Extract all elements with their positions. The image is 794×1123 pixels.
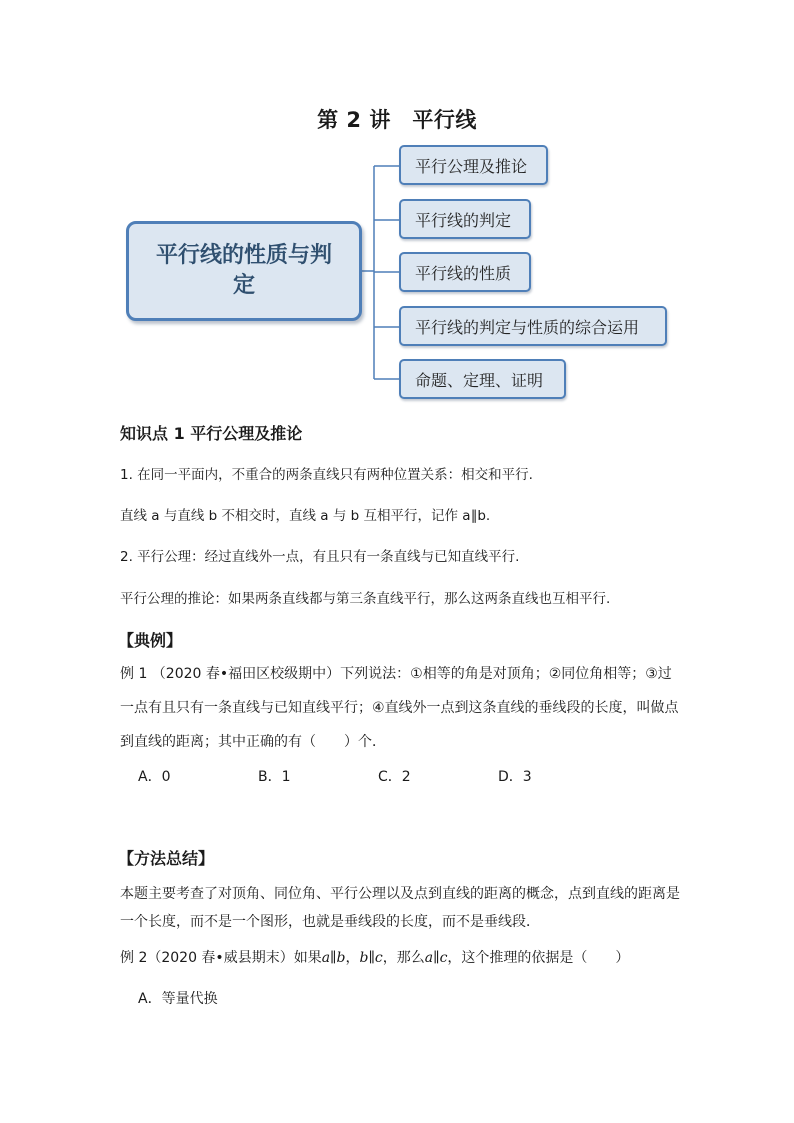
choice-d: D．3 xyxy=(498,769,532,785)
paragraph-parallel-notation: 直线 a 与直线 b 不相交时，直线 a 与 b 互相平行，记作 a∥b. xyxy=(120,508,491,524)
choice-a: A．0 xyxy=(138,769,171,785)
central-topic-node: 平行线的性质与判定 xyxy=(126,221,362,321)
branch-node-parallel-properties: 平行线的性质 xyxy=(399,252,531,292)
example-2-prefix: 例 2（2020 春•威县期末）如果 xyxy=(120,950,322,966)
branch-node-parallel-criteria: 平行线的判定 xyxy=(399,199,531,239)
method-summary-heading: 【方法总结】 xyxy=(118,849,215,868)
mind-map-connectors xyxy=(0,0,794,410)
example-1-question: 例 1 （2020 春•福田区校级期中）下列说法：①相等的角是对顶角；②同位角相等；③过一点有且只有一条直线与已知直线平行；④直线外一点到这条直线的垂线段的长度，叫做点到直线的距离；其中正确的有（ ）个． xyxy=(120,666,679,750)
section-heading: 知识点 1 平行公理及推论 xyxy=(120,424,303,443)
branch-node-parallel-axiom: 平行公理及推论 xyxy=(399,145,548,185)
math-a-parallel-c: a∥c xyxy=(424,950,448,966)
example-1-choices xyxy=(138,766,618,786)
example-heading: 【典例】 xyxy=(118,631,183,650)
branch-node-proposition-theorem-proof: 命题、定理、证明 xyxy=(399,359,566,399)
separator: ， xyxy=(345,950,360,966)
math-b-parallel-c: b∥c xyxy=(359,950,383,966)
example-2-choice-a: A．等量代换 xyxy=(138,991,218,1007)
branch-node-combined-use: 平行线的判定与性质的综合运用 xyxy=(399,306,667,346)
example-2-suffix: ，这个推理的依据是（ ） xyxy=(447,950,630,966)
choice-b: B．1 xyxy=(258,769,291,785)
example-2-question xyxy=(120,947,629,967)
math-a-parallel-b: a∥b xyxy=(321,950,346,966)
paragraph-position-relations: 1. 在同一平面内，不重合的两条直线只有两种位置关系：相交和平行. xyxy=(120,467,533,483)
paragraph-parallel-axiom: 2. 平行公理：经过直线外一点，有且只有一条直线与已知直线平行. xyxy=(120,549,520,565)
page-title: 第 2 讲 平行线 xyxy=(317,108,477,132)
mind-map xyxy=(0,0,794,410)
paragraph-axiom-corollary: 平行公理的推论：如果两条直线都与第三条直线平行，那么这两条直线也互相平行. xyxy=(120,591,611,607)
example-2-mid: ，那么 xyxy=(382,950,425,966)
choice-c: C．2 xyxy=(378,769,411,785)
method-summary-text: 本题主要考查了对顶角、同位角、平行公理以及点到直线的距离的概念，点到直线的距离是一个长度，而不是一个图形，也就是垂线段的长度，而不是垂线段． xyxy=(120,886,680,930)
